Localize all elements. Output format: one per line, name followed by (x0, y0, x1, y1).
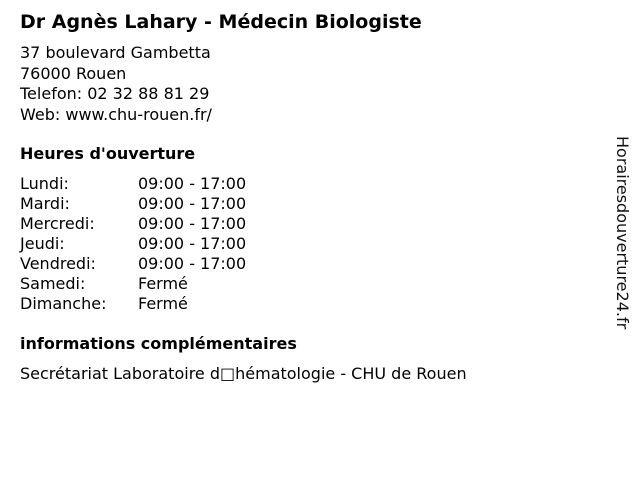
hours-row-monday (20, 174, 246, 194)
hours-heading: Heures d'ouverture (20, 144, 196, 163)
page-title: Dr Agnès Lahary - Médecin Biologiste (20, 11, 422, 33)
address-city: 76000 Rouen (20, 63, 127, 83)
info-heading: informations complémentaires (20, 334, 297, 353)
website: Web: www.chu-rouen.fr/ (20, 104, 212, 124)
time-value: 09:00 - 17:00 (138, 194, 247, 213)
hours-row-thursday (20, 234, 246, 254)
day-label: Mercredi: (20, 214, 95, 233)
day-label: Mardi: (20, 194, 70, 213)
opening-hours-list (20, 174, 246, 314)
hours-row-wednesday (20, 214, 246, 234)
hours-row-friday (20, 254, 246, 274)
time-value: 09:00 - 17:00 (138, 254, 247, 273)
day-label: Lundi: (20, 174, 69, 193)
address-block (20, 43, 212, 125)
address-street: 37 boulevard Gambetta (20, 43, 211, 62)
time-value: 09:00 - 17:00 (138, 174, 247, 193)
day-label: Dimanche: (20, 294, 107, 313)
phone-number: Telefon: 02 32 88 81 29 (20, 84, 210, 103)
info-text: Secrétariat Laboratoire d□hématologie - CHU de Rouen (20, 364, 467, 383)
day-label: Vendredi: (20, 254, 96, 273)
hours-row-saturday (20, 274, 246, 294)
time-value: Fermé (138, 274, 188, 293)
hours-row-tuesday (20, 194, 246, 214)
time-value: 09:00 - 17:00 (138, 234, 247, 253)
hours-row-sunday (20, 294, 246, 314)
time-value: Fermé (138, 294, 188, 313)
day-label: Jeudi: (20, 234, 65, 253)
watermark (612, 136, 632, 346)
day-label: Samedi: (20, 274, 86, 293)
watermark-text: Horairesdouverture24.fr (613, 136, 632, 330)
time-value: 09:00 - 17:00 (138, 214, 247, 233)
